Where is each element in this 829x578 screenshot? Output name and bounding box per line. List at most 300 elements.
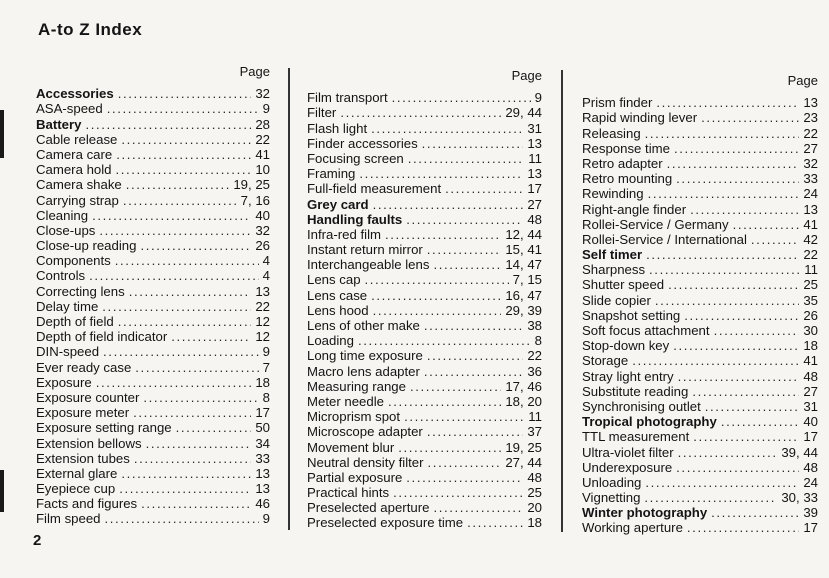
index-entry	[307, 363, 542, 378]
index-page-ref: 11	[528, 409, 542, 425]
dot-leader	[678, 369, 800, 384]
index-page-ref: 20	[527, 500, 542, 516]
page-title: A-to Z Index	[38, 20, 143, 39]
index-page-ref: 23	[803, 110, 818, 126]
dot-leader	[714, 323, 800, 338]
index-term: Microscope adapter	[307, 424, 423, 440]
index-page-ref: 24	[803, 474, 818, 490]
index-term: Grey card	[307, 196, 369, 212]
index-term: Full-field measurement	[307, 181, 442, 197]
index-term: Controls	[36, 268, 86, 284]
index-page-ref: 22	[255, 298, 270, 314]
index-entry	[307, 394, 542, 409]
dot-leader	[410, 379, 501, 394]
index-entry	[307, 120, 542, 135]
entry-list	[582, 95, 818, 535]
index-term: Response time	[582, 140, 670, 156]
index-term: Storage	[582, 353, 629, 369]
index-entry	[307, 287, 542, 302]
index-term: DIN-speed	[36, 344, 100, 360]
edge-mark-top	[0, 110, 4, 158]
index-entry	[582, 323, 818, 338]
dot-leader	[406, 212, 523, 227]
index-page-ref: 41	[255, 146, 270, 162]
index-page-ref: 35	[803, 292, 818, 308]
column-header: Page	[511, 68, 542, 83]
index-page-ref: 10	[255, 162, 270, 178]
dot-leader	[393, 485, 523, 500]
index-term: Eyepiece cup	[36, 481, 116, 497]
index-term: Right-angle finder	[582, 201, 687, 217]
index-entry	[36, 481, 270, 496]
index-term: Filter	[307, 105, 337, 121]
index-entry	[307, 242, 542, 257]
dot-leader	[644, 490, 777, 505]
index-page-ref: 17	[255, 405, 270, 421]
dot-leader	[121, 466, 251, 481]
index-term: Microprism spot	[307, 409, 401, 425]
index-page-ref: 22	[527, 348, 542, 364]
index-term: Retro adapter	[582, 155, 663, 171]
dot-leader	[89, 268, 259, 283]
dot-leader	[359, 166, 523, 181]
dot-leader	[388, 394, 501, 409]
index-entry	[36, 359, 270, 374]
index-term: Winter photography	[582, 505, 708, 521]
index-term: Camera hold	[36, 162, 112, 178]
index-entry	[582, 460, 818, 475]
index-term: Working aperture	[582, 520, 683, 536]
index-term: Prism finder	[582, 95, 653, 111]
index-entry	[582, 520, 818, 535]
index-page-ref: 17	[803, 520, 818, 536]
index-entry	[36, 268, 270, 283]
index-page-ref: 40	[803, 414, 818, 430]
index-page-ref: 16, 47	[505, 287, 542, 303]
index-term: Components	[36, 253, 111, 269]
index-entry	[582, 95, 818, 110]
index-term: Retro mounting	[582, 171, 673, 187]
index-entry	[582, 277, 818, 292]
dot-leader	[102, 299, 251, 314]
index-page-ref: 32	[255, 222, 270, 238]
dot-leader	[141, 496, 251, 511]
index-page-ref: 22	[803, 247, 818, 263]
dot-leader	[365, 272, 509, 287]
index-entry	[36, 314, 270, 329]
index-term: Meter needle	[307, 393, 384, 409]
index-term: Rollei-Service / Germany	[582, 216, 729, 232]
index-page-ref: 24	[803, 186, 818, 202]
dot-leader	[428, 455, 502, 470]
index-page-ref: 31	[803, 398, 818, 414]
index-page-ref: 19, 25	[233, 177, 270, 193]
index-term: Cable release	[36, 131, 118, 147]
index-entry	[582, 414, 818, 429]
dot-leader	[648, 186, 800, 201]
index-entry	[582, 232, 818, 247]
index-page-ref: 39	[803, 505, 818, 521]
dot-leader	[645, 126, 800, 141]
dot-leader	[645, 475, 799, 490]
index-page-ref: 36	[527, 363, 542, 379]
entry-list	[36, 86, 270, 526]
index-entry	[582, 141, 818, 156]
dot-leader	[684, 308, 799, 323]
index-term: Partial exposure	[307, 469, 403, 485]
index-term: Rewinding	[582, 186, 644, 202]
index-page-ref: 33	[803, 171, 818, 187]
index-term: Lens hood	[307, 302, 369, 318]
dot-leader	[427, 242, 502, 257]
index-page-ref: 31	[527, 120, 542, 136]
index-entry	[307, 348, 542, 363]
index-entry	[307, 303, 542, 318]
index-term: Ever ready case	[36, 359, 132, 375]
index-entry	[307, 424, 542, 439]
index-page-ref: 46	[255, 496, 270, 512]
index-entry	[307, 136, 542, 151]
index-entry	[36, 451, 270, 466]
index-term: Cleaning	[36, 207, 89, 223]
dot-leader	[667, 156, 800, 171]
index-entry	[307, 379, 542, 394]
index-term: Extension tubes	[36, 450, 130, 466]
index-page-ref: 17, 46	[505, 378, 542, 394]
index-page-ref: 39, 44	[781, 444, 818, 460]
index-page-ref: 30	[803, 323, 818, 338]
index-entry	[582, 368, 818, 383]
index-term: Preselected aperture	[307, 500, 430, 516]
index-term: Focusing screen	[307, 150, 404, 166]
index-entry	[307, 196, 542, 211]
index-term: TTL measurement	[582, 429, 690, 445]
dot-leader	[676, 171, 799, 186]
index-term: Accessories	[36, 86, 114, 102]
index-page-ref: 13	[255, 465, 270, 481]
dot-leader	[433, 257, 501, 272]
index-entry	[307, 181, 542, 196]
index-page-ref: 4	[262, 268, 270, 284]
index-page-ref: 14, 47	[505, 257, 542, 273]
index-page-ref: 33	[255, 450, 270, 466]
index-page-ref: 12, 44	[505, 226, 542, 242]
index-term: Depth of field indicator	[36, 329, 168, 345]
index-page-ref: 13	[255, 481, 270, 497]
index-entry	[36, 208, 270, 223]
index-term: Stop-down key	[582, 338, 670, 354]
index-entry	[307, 105, 542, 120]
index-page-ref: 13	[803, 95, 818, 111]
index-term: Camera shake	[36, 177, 122, 193]
dot-leader	[427, 424, 524, 439]
dot-leader	[92, 208, 251, 223]
index-page-ref: 7, 15	[512, 272, 542, 288]
index-entry	[36, 329, 270, 344]
index-entry	[307, 257, 542, 272]
index-page-ref: 25	[803, 277, 818, 293]
index-term: Camera care	[36, 146, 113, 162]
index-term: Unloading	[582, 474, 642, 490]
index-term: Self timer	[582, 247, 643, 263]
index-page-ref: 48	[527, 469, 542, 485]
index-entry	[36, 86, 270, 101]
index-page-ref: 27, 44	[505, 454, 542, 470]
index-term: Depth of field	[36, 314, 114, 329]
dot-leader	[143, 390, 258, 405]
index-entry	[582, 247, 818, 262]
column-header: Page	[787, 73, 818, 88]
index-entry	[36, 101, 270, 116]
dot-leader	[673, 338, 799, 353]
index-page-ref: 18	[255, 374, 270, 390]
index-page-ref: 13	[803, 201, 818, 217]
index-term: Correcting lens	[36, 283, 125, 299]
dot-leader	[107, 101, 259, 116]
dot-leader	[118, 314, 252, 329]
index-term: Stray light entry	[582, 368, 674, 384]
dot-leader	[655, 293, 799, 308]
dot-leader	[146, 436, 252, 451]
index-term: Practical hints	[307, 485, 390, 501]
index-term: Releasing	[582, 125, 641, 141]
page-number: 2	[33, 532, 42, 549]
dot-leader	[119, 481, 251, 496]
index-term: Synchronising outlet	[582, 398, 701, 414]
index-entry	[582, 125, 818, 140]
dot-leader	[340, 105, 501, 120]
index-term: External glare	[36, 465, 118, 481]
index-entry	[36, 420, 270, 435]
index-entry	[36, 405, 270, 420]
index-page-ref: 4	[262, 253, 270, 269]
dot-leader	[96, 375, 252, 390]
index-entry	[36, 496, 270, 511]
index-term: Handling faults	[307, 211, 403, 227]
index-page-ref: 48	[527, 211, 542, 227]
dot-leader	[118, 86, 252, 101]
index-entry	[582, 475, 818, 490]
index-term: Close-ups	[36, 222, 96, 238]
index-entry	[36, 147, 270, 162]
index-page-ref: 12	[255, 314, 270, 329]
index-entry	[582, 217, 818, 232]
index-term: Movement blur	[307, 439, 395, 455]
index-term: Extension bellows	[36, 435, 142, 451]
dot-leader	[656, 95, 799, 110]
index-entry	[36, 511, 270, 526]
index-term: Slide copier	[582, 292, 651, 308]
dot-leader	[445, 181, 523, 196]
index-term: Lens of other make	[307, 318, 420, 333]
dot-leader	[427, 348, 523, 363]
index-term: Macro lens adapter	[307, 363, 420, 379]
index-page-ref: 18	[803, 338, 818, 354]
index-entry	[582, 201, 818, 216]
index-page-ref: 30, 33	[781, 490, 818, 506]
index-page-ref: 8	[262, 389, 270, 405]
index-page-ref: 9	[262, 511, 270, 527]
index-entry	[582, 110, 818, 125]
dot-leader	[105, 511, 259, 526]
index-entry	[582, 353, 818, 368]
index-entry	[307, 151, 542, 166]
index-term: Flash light	[307, 120, 368, 136]
index-entry	[582, 338, 818, 353]
index-entry	[307, 485, 542, 500]
index-page-ref: 22	[803, 125, 818, 141]
index-term: Close-up reading	[36, 238, 137, 254]
dot-leader	[121, 132, 251, 147]
dot-leader	[733, 217, 800, 232]
dot-leader	[751, 232, 799, 247]
dot-leader	[176, 420, 252, 435]
dot-leader	[711, 505, 799, 520]
index-page-ref: 48	[803, 368, 818, 384]
dot-leader	[123, 193, 237, 208]
index-page-ref: 27	[803, 140, 818, 156]
dot-leader	[371, 121, 523, 136]
dot-leader	[373, 303, 502, 318]
index-page-ref: 7	[262, 359, 270, 375]
index-page-ref: 11	[528, 150, 542, 166]
column-header: Page	[239, 64, 270, 79]
index-entry	[36, 253, 270, 268]
index-term: Lens cap	[307, 272, 361, 288]
index-page-ref: 13	[255, 283, 270, 299]
index-page-ref: 15, 41	[505, 242, 542, 258]
index-entry	[307, 455, 542, 470]
index-entry	[36, 283, 270, 298]
index-term: Interchangeable lens	[307, 257, 430, 273]
dot-leader	[373, 197, 524, 212]
dot-leader	[676, 460, 799, 475]
index-entry	[307, 227, 542, 242]
dot-leader	[171, 329, 251, 344]
index-term: Framing	[307, 166, 356, 182]
index-entry	[582, 292, 818, 307]
dot-leader	[646, 247, 799, 262]
index-page-ref: 17	[803, 429, 818, 445]
index-term: Delay time	[36, 298, 99, 314]
index-term: Rapid winding lever	[582, 110, 698, 126]
index-entry	[307, 212, 542, 227]
column-divider-2	[561, 70, 563, 532]
index-term: Tropical photography	[582, 414, 717, 430]
dot-leader	[103, 344, 259, 359]
dot-leader	[690, 202, 799, 217]
dot-leader	[134, 451, 251, 466]
index-entry	[36, 299, 270, 314]
index-page-ref: 13	[527, 135, 542, 151]
index-entry	[582, 186, 818, 201]
index-page-ref: 25	[527, 485, 542, 501]
index-entry	[307, 90, 542, 105]
index-entry	[307, 318, 542, 333]
index-page-ref: 26	[803, 307, 818, 323]
index-page-ref: 42	[803, 231, 818, 247]
index-term: Battery	[36, 116, 82, 132]
dot-leader	[668, 277, 799, 292]
dot-leader	[687, 520, 799, 535]
index-page-ref: 41	[803, 216, 818, 232]
index-term: Underexposure	[582, 459, 673, 475]
dot-leader	[99, 223, 251, 238]
index-term: Carrying strap	[36, 192, 119, 208]
index-term: Ultra-violet filter	[582, 444, 674, 460]
dot-leader	[422, 136, 524, 151]
index-entry	[307, 470, 542, 485]
index-page-ref: 29, 39	[505, 302, 542, 318]
index-term: Snapshot setting	[582, 307, 681, 323]
index-page-ref: 32	[255, 86, 270, 102]
index-term: Soft focus attachment	[582, 323, 710, 338]
index-term: Lens case	[307, 287, 368, 303]
index-entry	[582, 308, 818, 323]
index-term: Loading	[307, 333, 354, 349]
index-page-ref: 9	[534, 90, 542, 106]
index-entry	[36, 223, 270, 238]
dot-leader	[115, 253, 259, 268]
index-page-ref: 12	[255, 329, 270, 345]
index-page-ref: 26	[255, 238, 270, 254]
index-entry	[36, 162, 270, 177]
index-term: Rollei-Service / International	[582, 231, 747, 247]
index-page-ref: 32	[803, 155, 818, 171]
dot-leader	[126, 177, 230, 192]
dot-leader	[649, 262, 800, 277]
index-page-ref: 27	[803, 383, 818, 399]
dot-leader	[116, 162, 252, 177]
index-entry	[307, 515, 542, 530]
index-page-ref: 50	[255, 420, 270, 436]
index-page-ref: 13	[527, 166, 542, 182]
index-entry	[582, 505, 818, 520]
dot-leader	[135, 360, 258, 375]
index-entry	[307, 166, 542, 181]
index-term: Vignetting	[582, 490, 641, 506]
index-page-ref: 9	[262, 101, 270, 117]
index-term: Exposure setting range	[36, 420, 172, 436]
index-page-ref: 34	[255, 435, 270, 451]
index-term: ASA-speed	[36, 101, 103, 117]
index-entry	[307, 272, 542, 287]
index-page-ref: 37	[527, 424, 542, 440]
dot-leader	[705, 399, 800, 414]
dot-leader	[433, 500, 523, 515]
index-entry	[582, 156, 818, 171]
index-entry	[36, 435, 270, 450]
index-entry	[36, 116, 270, 131]
dot-leader	[692, 384, 799, 399]
index-term: Preselected exposure time	[307, 515, 464, 531]
dot-leader	[129, 284, 252, 299]
index-term: Measuring range	[307, 378, 406, 394]
index-entry	[36, 238, 270, 253]
dot-leader	[392, 90, 531, 105]
column-divider-1	[288, 68, 290, 530]
index-term: Exposure counter	[36, 389, 140, 405]
index-term: Sharpness	[582, 262, 646, 278]
index-page-ref: 40	[255, 207, 270, 223]
index-page-ref: 11	[804, 262, 818, 278]
dot-leader	[721, 414, 800, 429]
index-entry	[307, 333, 542, 348]
index-term: Film speed	[36, 511, 101, 527]
dot-leader	[406, 470, 523, 485]
index-term: Facts and figures	[36, 496, 138, 512]
index-term: Long time exposure	[307, 348, 423, 364]
